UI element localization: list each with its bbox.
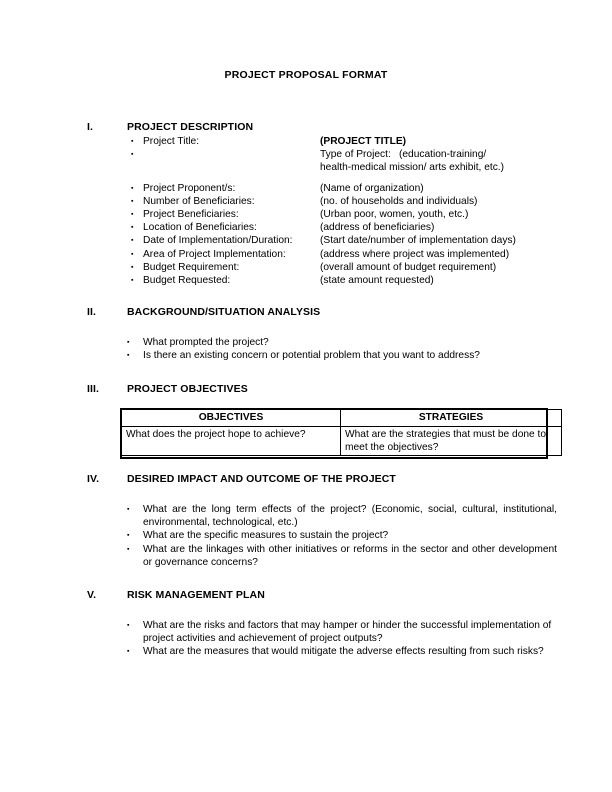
bullet-icon: ▪ (131, 276, 134, 284)
field-label: Area of Project Implementation: (143, 248, 286, 260)
bullet-icon: ▪ (131, 151, 134, 159)
field-label: Location of Beneficiaries: (143, 222, 257, 234)
field-value-line2: health-medical mission/ arts exhibit, etc.) (320, 162, 505, 174)
bullet-icon: ▪ (131, 224, 134, 232)
list-item-text: What are the long term effects of the project? (Economic, social, cultural, institutional, environmental, technological, etc.) (143, 504, 557, 529)
field-value: (no. of households and individuals) (320, 195, 478, 207)
project-description-row (87, 248, 557, 261)
section-number: III. (87, 383, 100, 395)
section-objectives (87, 383, 557, 397)
column-header-objectives: OBJECTIVES (122, 410, 341, 427)
project-description-rows (87, 135, 557, 287)
bullet-icon: ▪ (131, 197, 134, 205)
section-project-description (87, 121, 557, 287)
section-title: RISK MANAGEMENT PLAN (127, 589, 265, 601)
bullet-icon: ▪ (131, 138, 134, 145)
objectives-table (121, 409, 562, 456)
bullet-icon: ▪ (131, 237, 134, 245)
project-description-row (87, 182, 557, 195)
bullet-icon: ▪ (127, 622, 130, 629)
bullet-icon: ▪ (127, 648, 130, 656)
field-value-line1: (education-training/ (399, 149, 487, 161)
list-item (87, 543, 557, 569)
section-heading-risk-management (87, 589, 557, 603)
project-description-row (87, 221, 557, 234)
project-description-row (87, 234, 557, 247)
field-value (320, 148, 565, 174)
section-heading-background (87, 306, 557, 320)
field-sub-label: Type of Project: (320, 149, 391, 161)
list-item-text: What are the measures that would mitigate the adverse effects resulting from such risks? (143, 646, 544, 658)
field-label: Number of Beneficiaries: (143, 195, 255, 207)
field-label: Project Title: (143, 136, 200, 147)
field-value: (Name of organization) (320, 182, 424, 194)
section-background (87, 306, 557, 362)
project-description-row (87, 148, 557, 174)
list-item (87, 619, 557, 645)
bullet-icon: ▪ (127, 506, 130, 513)
section-desired-impact (87, 473, 557, 569)
list-item-text: What are the specific measures to sustain the project? (143, 530, 389, 542)
project-description-row (87, 274, 557, 287)
table-header-row (122, 410, 562, 427)
field-value: (Start date/number of implementation days) (320, 235, 516, 247)
list-item-text: What are the linkages with other initiatives or reforms in the sector and other development or governance concerns? (143, 543, 557, 568)
desired-impact-question-list (87, 503, 557, 569)
section-number: IV. (87, 473, 100, 485)
document-title: PROJECT PROPOSAL FORMAT (224, 69, 388, 81)
section-heading-project-description (87, 121, 557, 135)
bullet-icon: ▪ (131, 210, 134, 218)
field-value: (state amount requested) (320, 274, 434, 286)
field-value: (address of beneficiaries) (320, 222, 435, 234)
field-label: Project Beneficiaries: (143, 208, 239, 220)
field-label: Date of Implementation/Duration: (143, 235, 293, 247)
field-value: (PROJECT TITLE) (320, 136, 407, 147)
bullet-icon: ▪ (131, 250, 134, 258)
column-header-strategies: STRATEGIES (341, 410, 562, 427)
section-risk-management (87, 589, 557, 659)
table-row (122, 427, 562, 456)
section-title: DESIRED IMPACT AND OUTCOME OF THE PROJECT (127, 473, 396, 485)
section-title: PROJECT OBJECTIVES (127, 383, 248, 395)
list-item-text: What prompted the project? (143, 337, 269, 348)
bullet-icon: ▪ (127, 532, 130, 540)
table-cell-strategy: What are the strategies that must be done to meet the objectives? (341, 427, 562, 456)
field-label: Budget Requirement: (143, 261, 240, 273)
section-title: PROJECT DESCRIPTION (127, 121, 254, 133)
field-value: (address where project was implemented) (320, 248, 510, 260)
section-heading-desired-impact (87, 473, 557, 487)
section-number: II. (87, 306, 97, 318)
bullet-icon: ▪ (131, 184, 134, 192)
list-item (87, 645, 557, 658)
section-number: I. (87, 121, 94, 133)
list-item (87, 349, 557, 362)
field-label: Budget Requested: (143, 274, 231, 286)
project-description-row (87, 208, 557, 221)
list-item (87, 529, 557, 542)
field-value: (overall amount of budget requirement) (320, 261, 497, 273)
section-number: V. (87, 589, 97, 601)
bullet-icon: ▪ (131, 263, 134, 271)
project-description-row (87, 261, 557, 274)
table-cell-objective: What does the project hope to achieve? (122, 427, 341, 456)
project-description-row (87, 135, 557, 148)
field-label: Project Proponent/s: (143, 182, 236, 194)
bullet-icon: ▪ (127, 545, 130, 553)
bullet-icon: ▪ (127, 352, 130, 360)
list-item (87, 503, 557, 529)
field-value: (Urban poor, women, youth, etc.) (320, 208, 469, 220)
bullet-icon: ▪ (127, 339, 130, 346)
list-item (87, 336, 557, 349)
list-item-text: Is there an existing concern or potential problem that you want to address? (143, 350, 480, 362)
section-title: BACKGROUND/SITUATION ANALYSIS (127, 306, 321, 318)
risk-management-question-list (87, 619, 557, 659)
project-description-row (87, 195, 557, 208)
section-heading-objectives (87, 383, 557, 397)
list-item-text: What are the risks and factors that may hamper or hinder the successful implementation of project activities and achievement of project outputs? (143, 620, 552, 645)
background-question-list (87, 336, 557, 362)
